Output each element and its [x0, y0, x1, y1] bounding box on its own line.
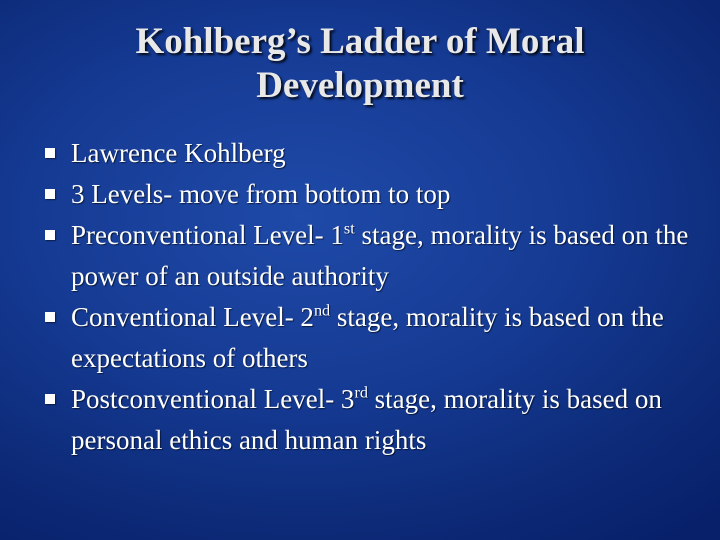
- bullet-item-preconventional-level: [0, 215, 720, 297]
- bullet-square-icon: [45, 230, 55, 240]
- ordinal-suffix: nd: [313, 301, 331, 320]
- bullet-text: Postconventional Level- 3: [71, 384, 355, 414]
- bullet-square-icon: [45, 148, 55, 158]
- bullet-text: 3 Levels- move from bottom to top: [71, 179, 451, 209]
- bullet-item-conventional-level: [0, 297, 720, 379]
- ordinal-suffix: rd: [354, 383, 368, 402]
- bullet-text-continued: stage, morality is based on the expectations of others: [71, 302, 664, 373]
- bullet-square-icon: [45, 189, 55, 199]
- bullet-text-continued: stage, morality is based on personal ethics and human rights: [71, 384, 662, 455]
- ordinal-suffix: st: [343, 219, 355, 238]
- bullet-item-three-levels: [0, 174, 720, 215]
- bullet-item-lawrence-kohlberg: [0, 133, 720, 174]
- slide-title-line-2: Development: [256, 65, 464, 106]
- slide-title: [20, 20, 700, 108]
- bullet-item-postconventional-level: [0, 379, 720, 461]
- bullet-list: [0, 133, 720, 461]
- bullet-square-icon: [45, 312, 55, 322]
- bullet-text-continued: stage, morality is based on the power of an outside authority: [71, 220, 689, 291]
- bullet-square-icon: [45, 394, 55, 404]
- slide-title-line-1: Kohlberg’s Ladder of Moral: [135, 21, 585, 62]
- bullet-text: Lawrence Kohlberg: [71, 138, 286, 168]
- bullet-text: Preconventional Level- 1: [71, 220, 344, 250]
- bullet-text: Conventional Level- 2: [71, 302, 314, 332]
